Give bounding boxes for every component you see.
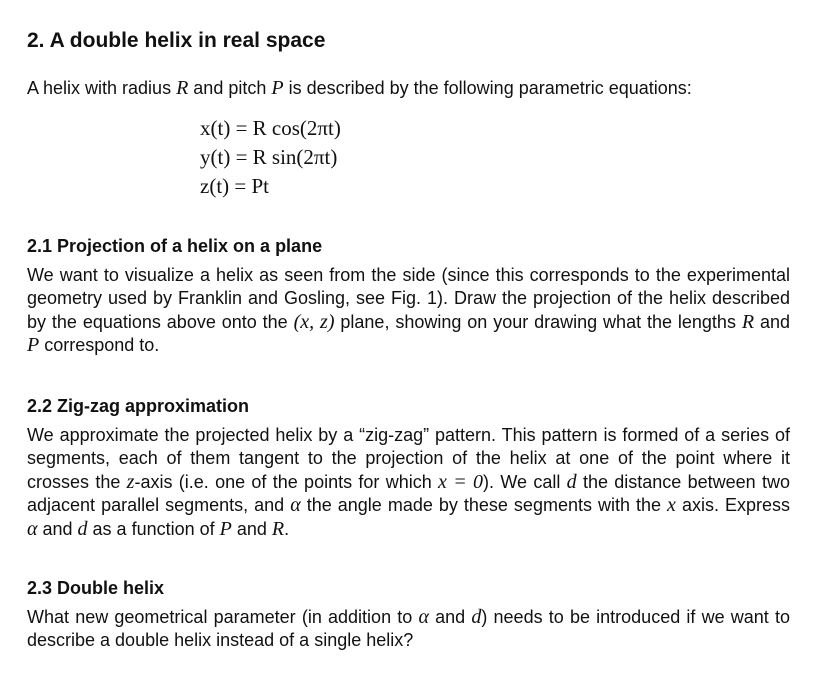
s23-math-d: d — [471, 606, 482, 628]
heading-2-3: 2.3 Double helix — [27, 578, 165, 598]
s22-text-5: the angle made by these segments with the — [300, 495, 668, 516]
intro-text-3: is described by the following parametric equations: — [283, 78, 692, 98]
parametric-equations — [200, 114, 341, 201]
paragraph-2-2 — [27, 424, 790, 541]
s22-math-p: P — [219, 517, 232, 540]
s21-text-1: We want to visualize a helix as seen from the side (since this corresponds to the experimental geometry used by Franklin and Gosling, see Fig. 1). Draw the projection of the helix described by the equations above onto the — [27, 265, 790, 332]
s23-text-1: What new geometrical parameter (in addition to — [27, 607, 419, 627]
s22-text-8: as a function of — [87, 518, 220, 539]
intro-text-2: and pitch — [188, 78, 272, 98]
s22-math-alpha-2: α — [27, 517, 38, 540]
intro-math-r: R — [176, 77, 189, 99]
section-title: 2. A double helix in real space — [27, 29, 326, 52]
intro-math-p: P — [271, 77, 284, 99]
s22-text-7: and — [37, 518, 78, 539]
s23-text-3: ) needs to be introduced if we want to describe a double helix instead of a single helix? — [27, 607, 790, 651]
s22-math-d: d — [566, 470, 577, 493]
s21-text-4: correspond to. — [39, 335, 160, 356]
s22-text-1: We approximate the projected helix by a “zig-zag” pattern. This pattern is formed of a series of segments, each of them tangent to the projection of the helix at one of the point where it crosses the — [27, 425, 790, 492]
heading-2-2: 2.2 Zig-zag approximation — [27, 396, 250, 416]
s21-math-p: P — [27, 334, 40, 357]
s22-text-10: . — [284, 518, 290, 539]
s22-text-6: axis. Express — [675, 495, 790, 516]
s21-text-2: plane, showing on your drawing what the lengths — [334, 311, 742, 332]
s21-text-3: and — [754, 311, 790, 332]
paragraph-2-1 — [27, 264, 790, 358]
paragraph-2-3 — [27, 606, 790, 653]
s21-math-r: R — [741, 310, 755, 333]
s22-math-x: x — [667, 494, 676, 517]
equation-y: y(t) = R sin(2πt) — [200, 145, 338, 169]
s22-math-r: R — [271, 517, 285, 540]
s21-math-xz: (x, z) — [293, 310, 335, 333]
s23-text-2: and — [428, 607, 472, 627]
intro-paragraph — [27, 77, 692, 100]
equation-z: z(t) = Pt — [200, 174, 269, 198]
s22-text-3: ). We call — [483, 471, 567, 492]
s22-math-d-2: d — [77, 517, 88, 540]
s23-math-alpha: α — [418, 606, 429, 628]
equation-x: x(t) = R cos(2πt) — [200, 116, 341, 140]
s22-text-9: and — [231, 518, 272, 539]
s22-text-2: -axis (i.e. one of the points for which — [134, 471, 439, 492]
s22-math-x-eq-0: x = 0 — [438, 470, 484, 493]
heading-2-1: 2.1 Projection of a helix on a plane — [27, 236, 323, 256]
intro-text-1: A helix with radius — [27, 78, 177, 98]
s22-math-z: z — [126, 470, 135, 493]
s22-text-4: the distance between two adjacent parallel segments, and — [27, 471, 790, 516]
s22-math-alpha: α — [290, 494, 301, 517]
